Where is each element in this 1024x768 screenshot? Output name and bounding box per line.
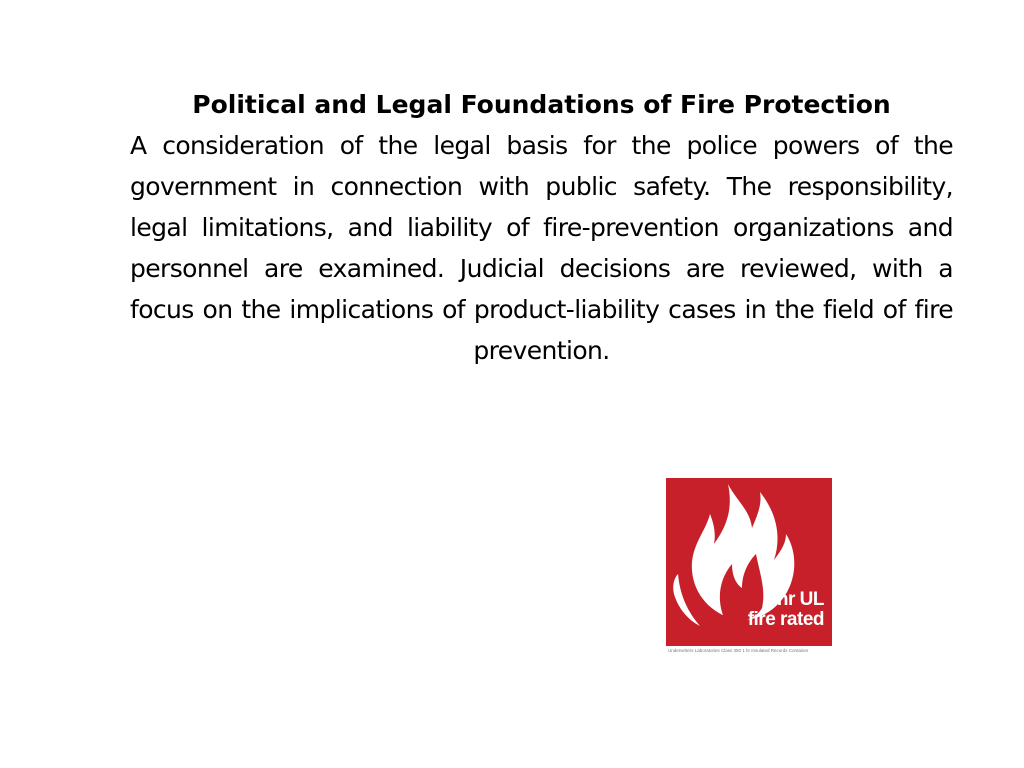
- slide-title: Political and Legal Foundations of Fire Protection: [192, 90, 891, 119]
- fire-rating-badge: [666, 478, 832, 666]
- text-block: [130, 84, 953, 371]
- badge-line-1: 1hr UL: [766, 589, 824, 610]
- badge-line-2: fire rated: [747, 609, 824, 630]
- badge-fineprint: Underwriters Laboratories Class 350 1 hr Insulated Records Container: [666, 646, 832, 666]
- slide-body-text: A consideration of the legal basis for the police powers of the government in connection with public safety. The responsibility, legal limitations, and liability of fire-prevention organizations and personnel are examined. Judicial decisions are reviewed, with a focus on the implications of product-liability cases in the field of fire prevention.: [130, 131, 953, 365]
